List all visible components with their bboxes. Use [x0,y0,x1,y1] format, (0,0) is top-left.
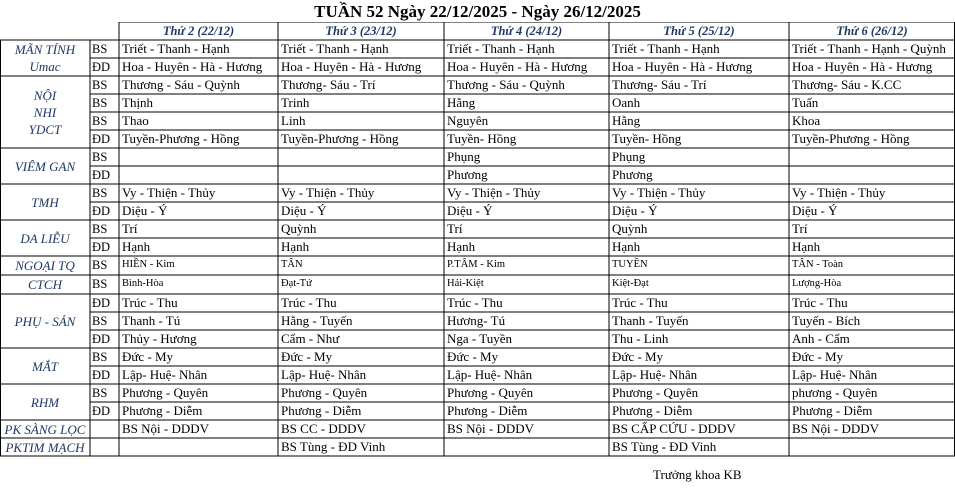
schedule-cell: Thịnh [122,95,154,110]
role-cell: ĐD [92,168,111,182]
schedule-cell: Đức - My [281,349,333,364]
schedule-cell: Hạnh [281,239,310,254]
schedule-cell: Triết - Thanh - Hạnh - Quỳnh [792,41,946,56]
role-cell: BS [92,314,108,328]
schedule-cell: TUYỀN [612,259,648,270]
schedule-cell: Hoa - Huyên - Hà - Hương [792,59,933,74]
schedule-table [0,22,955,468]
department-name-line: PHỤ - SẢN [14,313,76,329]
schedule-cell: Hương- Tú [447,313,506,328]
schedule-cell: Triết - Thanh - Hạnh [447,41,555,56]
schedule-cell: Triết - Thanh - Hạnh [612,41,720,56]
schedule-cell: Đức - My [612,349,664,364]
schedule-cell: Phương - Quyên [447,385,534,400]
schedule-cell: Vy - Thiện - Thủy [281,185,375,200]
department-name-line: MẮT [32,358,58,374]
grid-lines [0,22,955,468]
schedule-cell: Triết - Thanh - Hạnh [122,41,230,56]
schedule-cell: Hằng [612,113,641,128]
schedule-cell: Hạnh [447,239,476,254]
schedule-cell: phương - Quyên [792,385,878,400]
schedule-cell: Nga - Tuyền [447,331,513,346]
schedule-cell: Phương [612,167,653,182]
department-name-line: MÃN TÍNH [14,42,76,57]
schedule-cell: Trúc - Thu [612,295,668,310]
schedule-cell: Phương - Quyên [281,385,368,400]
schedule-cell: Hạnh [122,239,151,254]
schedule-cell: Tuyền- Hồng [447,131,517,146]
role-cell: ĐD [92,132,111,146]
role-cell: ĐD [92,368,111,382]
role-cell: BS [92,150,108,164]
schedule-cell: Trí [792,221,808,236]
schedule-cell: Tuyền-Phương - Hồng [122,131,240,146]
department-name-line: VIÊM GAN [14,158,76,174]
schedule-cell: Trí [122,221,138,236]
schedule-cell: Đức - My [792,349,844,364]
schedule-cell: Thanh - Tuyến [612,313,689,328]
schedule-cell: Phụng [612,149,646,164]
department-name-line: CTCH [28,277,62,292]
schedule-cell: Hoa - Huyên - Hà - Hương [281,59,422,74]
day-header-5: Thứ 6 (26/12) [836,24,908,38]
schedule-cell: Trúc - Thu [281,295,337,310]
schedule-cell: Oanh [612,95,641,110]
schedule-cell: Lập- Huệ- Nhân [612,367,698,382]
schedule-cell: Thương- Sáu - Trí [281,77,376,92]
role-cell: BS [92,386,108,400]
schedule-cell: BS CẤP CỨU - DDDV [612,421,736,436]
schedule-cell: Phương - Diễm [792,403,873,418]
role-cell: ĐD [92,332,111,346]
department-name-line: RHM [30,394,60,410]
day-header-2: Thứ 3 (23/12) [325,24,397,38]
schedule-cell: BS Nội - DDDV [122,421,210,436]
schedule-cell: Bình-Hòa [122,278,164,289]
schedule-cell: Linh [281,113,306,128]
schedule-cell: Thương- Sáu - K.CC [792,77,902,92]
schedule-cell: Phụng [447,149,481,164]
schedule-cell: Vy - Thiện - Thủy [447,185,541,200]
schedule-cell: Đức - My [122,349,174,364]
schedule-cell: TÂN - Toàn [792,259,843,270]
schedule-cell: Thu - Linh [612,331,669,346]
schedule-cell: Khoa [792,113,821,128]
role-cell: BS [92,186,108,200]
schedule-cell: Phương - Diễm [612,403,693,418]
schedule-cell: Phương [447,167,488,182]
schedule-cell: Thương - Sáu - Quỳnh [447,77,565,92]
department-name-line: YDCT [28,121,62,137]
schedule-cell: BS Nội - DDDV [447,421,535,436]
schedule-cell: Hoa - Huyên - Hà - Hương [447,59,588,74]
role-cell: BS [92,78,108,92]
day-header-3: Thứ 4 (24/12) [490,24,563,38]
schedule-cell: Hằng - Tuyến [281,313,353,328]
schedule-cell: Trúc - Thu [447,295,503,310]
department-name-line: PKTIM MẠCH [5,439,85,455]
schedule-cell: Diệu - Ý [281,203,327,218]
role-cell: ĐD [92,404,111,418]
schedule-cell: Đức - My [447,349,499,364]
role-cell: BS [92,42,108,56]
role-cell: BS [92,350,108,364]
schedule-cell: Anh - Cẩm [792,331,850,346]
schedule-cell: Quỳnh [281,221,317,236]
role-cell: BS [92,96,108,110]
schedule-cell: Phương - Diễm [122,403,203,418]
schedule-cell: Phương - Diễm [447,403,528,418]
department-name-line: NỘI [33,87,57,103]
schedule-cell: Tuyền-Phương - Hồng [281,131,399,146]
schedule-cell: Diệu - Ý [447,203,493,218]
schedule-cell: Triết - Thanh - Hạnh [281,41,389,56]
schedule-cell: Vy - Thiện - Thủy [122,185,216,200]
role-cell: BS [92,222,108,236]
schedule-cell: Thao [122,113,149,128]
department-name-line: PK SÀNG LỌC [4,421,86,437]
schedule-cell: Kiệt-Đạt [612,278,649,289]
role-cell: ĐD [92,240,111,254]
schedule-cell: Phương - Quyên [122,385,209,400]
day-header-1: Thứ 2 (22/12) [162,24,235,38]
schedule-cell: Tuấn [792,95,819,110]
schedule-cell: Đạt-Tứ [281,278,312,289]
schedule-cell: Hạnh [792,239,821,254]
schedule-cell: Thương- Sáu - Trí [612,77,707,92]
schedule-cell: Lượng-Hòa [792,278,842,289]
schedule-cell: BS Nội - DDDV [792,421,880,436]
footer-signature: Trưởng khoa KB [653,467,742,482]
schedule-cell: Hải-Kiệt [447,278,484,289]
role-cell: ĐD [92,296,111,310]
schedule-title: TUẦN 52 Ngày 22/12/2025 - Ngày 26/12/2025 [314,2,641,21]
day-header-4: Thứ 5 (25/12) [663,24,735,38]
schedule-cell: HIỀN - Kim [122,259,175,270]
schedule-cell: Diệu - Ý [792,203,838,218]
department-name-line: Umac [29,59,61,74]
schedule-cell: BS Tùng - ĐD Vinh [612,439,717,454]
role-cell: BS [92,277,108,291]
schedule-cell: Trúc - Thu [792,295,848,310]
schedule-cell: Trí [447,221,463,236]
schedule-cell: Diệu - Ý [122,203,168,218]
schedule-cell: Hạnh [612,239,641,254]
schedule-cell: Trúc - Thu [122,295,178,310]
schedule-cell: Lập- Huệ- Nhân [122,367,208,382]
schedule-cell: Thanh - Tú [122,313,181,328]
schedule-cell: Hằng [447,95,476,110]
schedule-cell: Thủy - Hương [122,331,197,346]
schedule-cell: Lập- Huệ- Nhân [281,367,367,382]
role-cell: BS [92,114,108,128]
schedule-cell: Quỳnh [612,221,648,236]
schedule-cell: Diệu - Ý [612,203,658,218]
schedule-cell: Hoa - Huyên - Hà - Hương [612,59,753,74]
schedule-cell: Thương - Sáu - Quỳnh [122,77,240,92]
schedule-cell: Trinh [281,95,310,110]
schedule-cell: Phương - Quyên [612,385,699,400]
schedule-cell: Tuyền- Hồng [612,131,682,146]
schedule-cell: P.TÂM - Kim [447,259,506,270]
department-name-line: NGOẠI TQ [15,258,75,273]
schedule-cell: BS CC - DDDV [281,421,366,436]
schedule-cell: Hoa - Huyên - Hà - Hương [122,59,263,74]
schedule-cell: Tuyền-Phương - Hồng [792,131,910,146]
role-cell: ĐD [92,60,111,74]
schedule-cell: Phương - Diễm [281,403,362,418]
department-name-line: TMH [31,194,59,210]
schedule-cell: Cẩm - Như [281,331,340,346]
schedule-cell: Tuyến - Bích [792,313,861,328]
department-name-line: NHI [33,104,57,120]
schedule-cell: Nguyên [447,113,489,128]
role-cell: BS [92,258,108,272]
schedule-cell: TÂN [281,259,303,270]
schedule-cell: Lập- Huệ- Nhân [447,367,533,382]
department-name-line: DA LIỄU [20,230,70,246]
schedule-cell: Lập- Huệ- Nhân [792,367,878,382]
schedule-cell: Vy - Thiện - Thủy [792,185,886,200]
schedule-cell: BS Tùng - ĐD Vinh [281,439,386,454]
schedule-cell: Vy - Thiện - Thủy [612,185,706,200]
role-cell: ĐD [92,204,111,218]
